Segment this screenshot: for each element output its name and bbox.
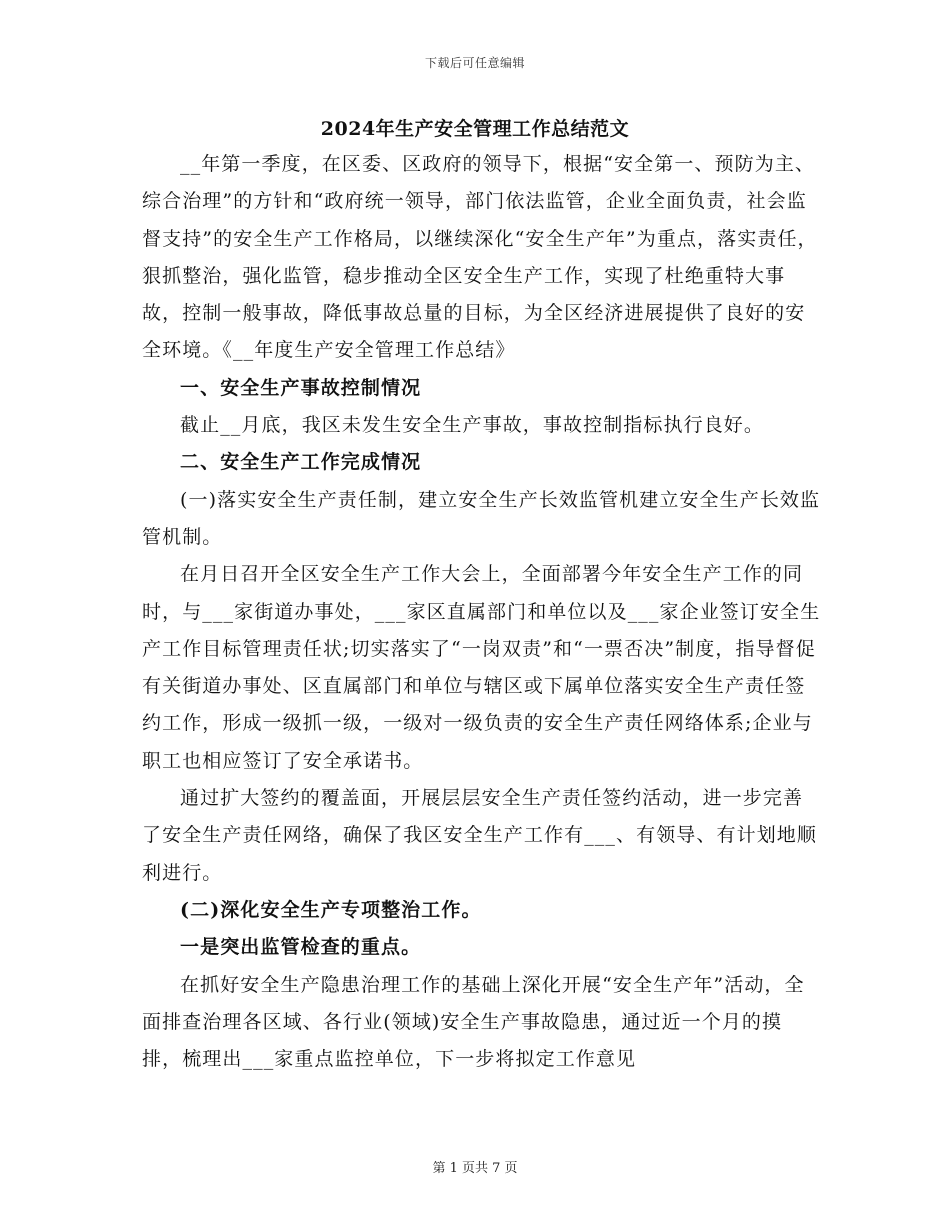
paragraph-accident-status: 截止__月底，我区未发生安全生产事故，事故控制指标执行良好。 — [180, 414, 765, 437]
document-body — [142, 146, 822, 1078]
page-number: 第 1 页共 7 页 — [432, 1161, 518, 1176]
paragraph-signing: 通过扩大签约的覆盖面，开展层层安全生产责任签约活动，进一步完善了安全生产责任网络，确保了我区安全生产工作有___、有领导、有计划地顺利进行。 — [142, 787, 818, 884]
document-title: 2024年生产安全管理工作总结范文 — [320, 118, 630, 140]
header-note: 下载后可任意编辑 — [424, 56, 525, 70]
subsection-heading-2: (二)深化安全生产专项整治工作。 — [180, 898, 482, 921]
section-heading-2: 二、安全生产工作完成情况 — [180, 451, 422, 474]
paragraph-responsibility-system: (一)落实安全生产责任制，建立安全生产长效监管机建立安全生产长效监管机制。 — [142, 488, 821, 548]
subsection-point-1: 一是突出监管检查的重点。 — [180, 936, 422, 959]
paragraph-meeting: 在月日召开全区安全生产工作大会上，全面部署今年安全生产工作的同时，与___家街道办事处，___家区直属部门和单位以及___家企业签订安全生产工作目标管理责任状;切实落实了“一岗双责”和“一票否决”制度，指导督促有关街道办事处、区直属部门和单位与辖区或下属单位落实安全生产责任签约工作，形成一级抓一级，一级对一级负责的安全生产责任网络体系;企业与职工也相应签订了安全承诺书。 — [142, 563, 821, 772]
paragraph-inspection: 在抓好安全生产隐患治理工作的基础上深化开展“安全生产年”活动，全面排查治理各区域、各行业(领域)安全生产事故隐患，通过近一个月的摸排，梳理出___家重点监控单位，下一步将拟定工作意见 — [142, 973, 805, 1071]
section-heading-1: 一、安全生产事故控制情况 — [180, 376, 422, 399]
paragraph-intro: __年第一季度，在区委、区政府的领导下，根据“安全第一、预防为主、综合治理”的方针和“政府统一领导，部门依法监管，企业全面负责，社会监督支持”的安全生产工作格局，以继续深化“安全生产年”为重点，落实责任，狠抓整治，强化监管，稳步推动全区安全生产工作，实现了杜绝重特大事故，控制一般事故，降低事故总量的目标，为全区经济进展提供了良好的安全环境。《__年度生产安全管理工作总结》 — [142, 153, 818, 362]
